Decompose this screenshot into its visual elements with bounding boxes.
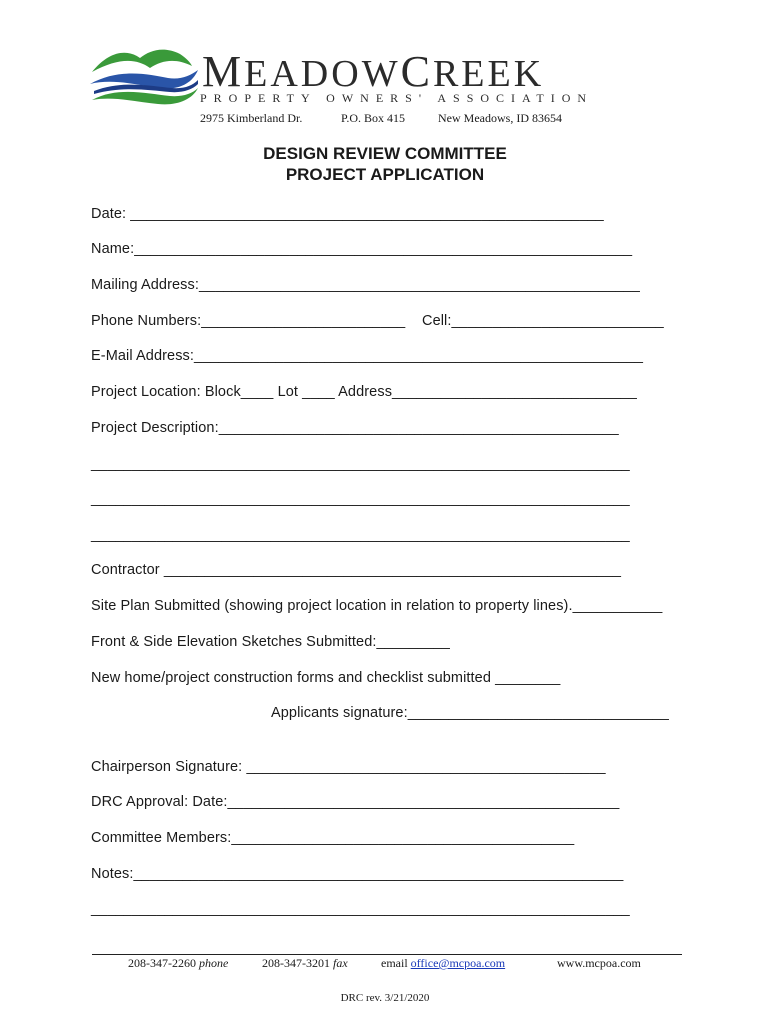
- project-description-field[interactable]: Project Description:_________________________________________________: [91, 420, 619, 436]
- date-field[interactable]: Date: __________________________________________________________: [91, 206, 604, 222]
- footer-phone: [128, 956, 228, 971]
- email-address-field[interactable]: E-Mail Address:_______________________________________________________: [91, 348, 644, 364]
- cell-field[interactable]: Cell:__________________________: [422, 313, 664, 329]
- chairperson-signature-field[interactable]: Chairperson Signature: ____________________________________________: [91, 759, 606, 775]
- email-link[interactable]: office@mcpoa.com: [410, 956, 506, 970]
- committee-members-field[interactable]: Committee Members:__________________________________________: [91, 830, 575, 846]
- address-po-box: P.O. Box 415: [341, 111, 406, 125]
- project-location-field[interactable]: Project Location: Block____ Lot ____ Address______________________________: [91, 384, 637, 400]
- phone-numbers-field[interactable]: Phone Numbers:_________________________: [91, 313, 406, 329]
- fax-label: fax: [333, 956, 348, 970]
- email-label: email: [381, 956, 408, 970]
- description-line-3[interactable]: __________________________________________________________________: [91, 527, 630, 543]
- footer-website[interactable]: www.mcpoa.com: [557, 956, 641, 970]
- footer-fax: [262, 956, 348, 971]
- construction-forms-field[interactable]: New home/project construction forms and checklist submitted ________: [91, 670, 561, 686]
- phone-number: 208-347-2260: [128, 956, 196, 970]
- notes-field[interactable]: Notes:____________________________________________________________: [91, 866, 624, 882]
- logo-subtitle: PROPERTY OWNERS' ASSOCIATION: [200, 91, 594, 105]
- address-street: 2975 Kimberland Dr.: [200, 111, 303, 125]
- site-plan-field[interactable]: Site Plan Submitted (showing project location in relation to property lines).___________: [91, 598, 663, 614]
- meadow-creek-emblem-icon: [88, 44, 200, 106]
- notes-line[interactable]: __________________________________________________________________: [91, 901, 630, 917]
- applicant-signature-field[interactable]: Applicants signature:________________________________: [271, 705, 669, 721]
- mailing-address-field[interactable]: Mailing Address:______________________________________________________: [91, 277, 640, 293]
- phone-label: phone: [199, 956, 229, 970]
- elevation-sketches-field[interactable]: Front & Side Elevation Sketches Submitted:_________: [91, 634, 450, 650]
- description-line-2[interactable]: __________________________________________________________________: [91, 491, 630, 507]
- form-title-line2: PROJECT APPLICATION: [285, 165, 485, 184]
- logo-wordmark: MEADOWCREEK: [202, 47, 545, 96]
- address-city: New Meadows, ID 83654: [438, 111, 562, 125]
- fax-number: 208-347-3201: [262, 956, 330, 970]
- form-title-line1: DESIGN REVIEW COMMITTEE: [263, 144, 507, 163]
- description-line-1[interactable]: __________________________________________________________________: [91, 456, 630, 472]
- footer-divider: [92, 954, 682, 955]
- association-logo: [88, 44, 594, 106]
- footer-email: [381, 956, 505, 971]
- contractor-field[interactable]: Contractor ________________________________________________________: [91, 562, 622, 578]
- drc-approval-date-field[interactable]: DRC Approval: Date:________________________________________________: [91, 794, 620, 810]
- revision-note: DRC rev. 3/21/2020: [340, 992, 430, 1004]
- name-field[interactable]: Name:_____________________________________________________________: [91, 241, 633, 257]
